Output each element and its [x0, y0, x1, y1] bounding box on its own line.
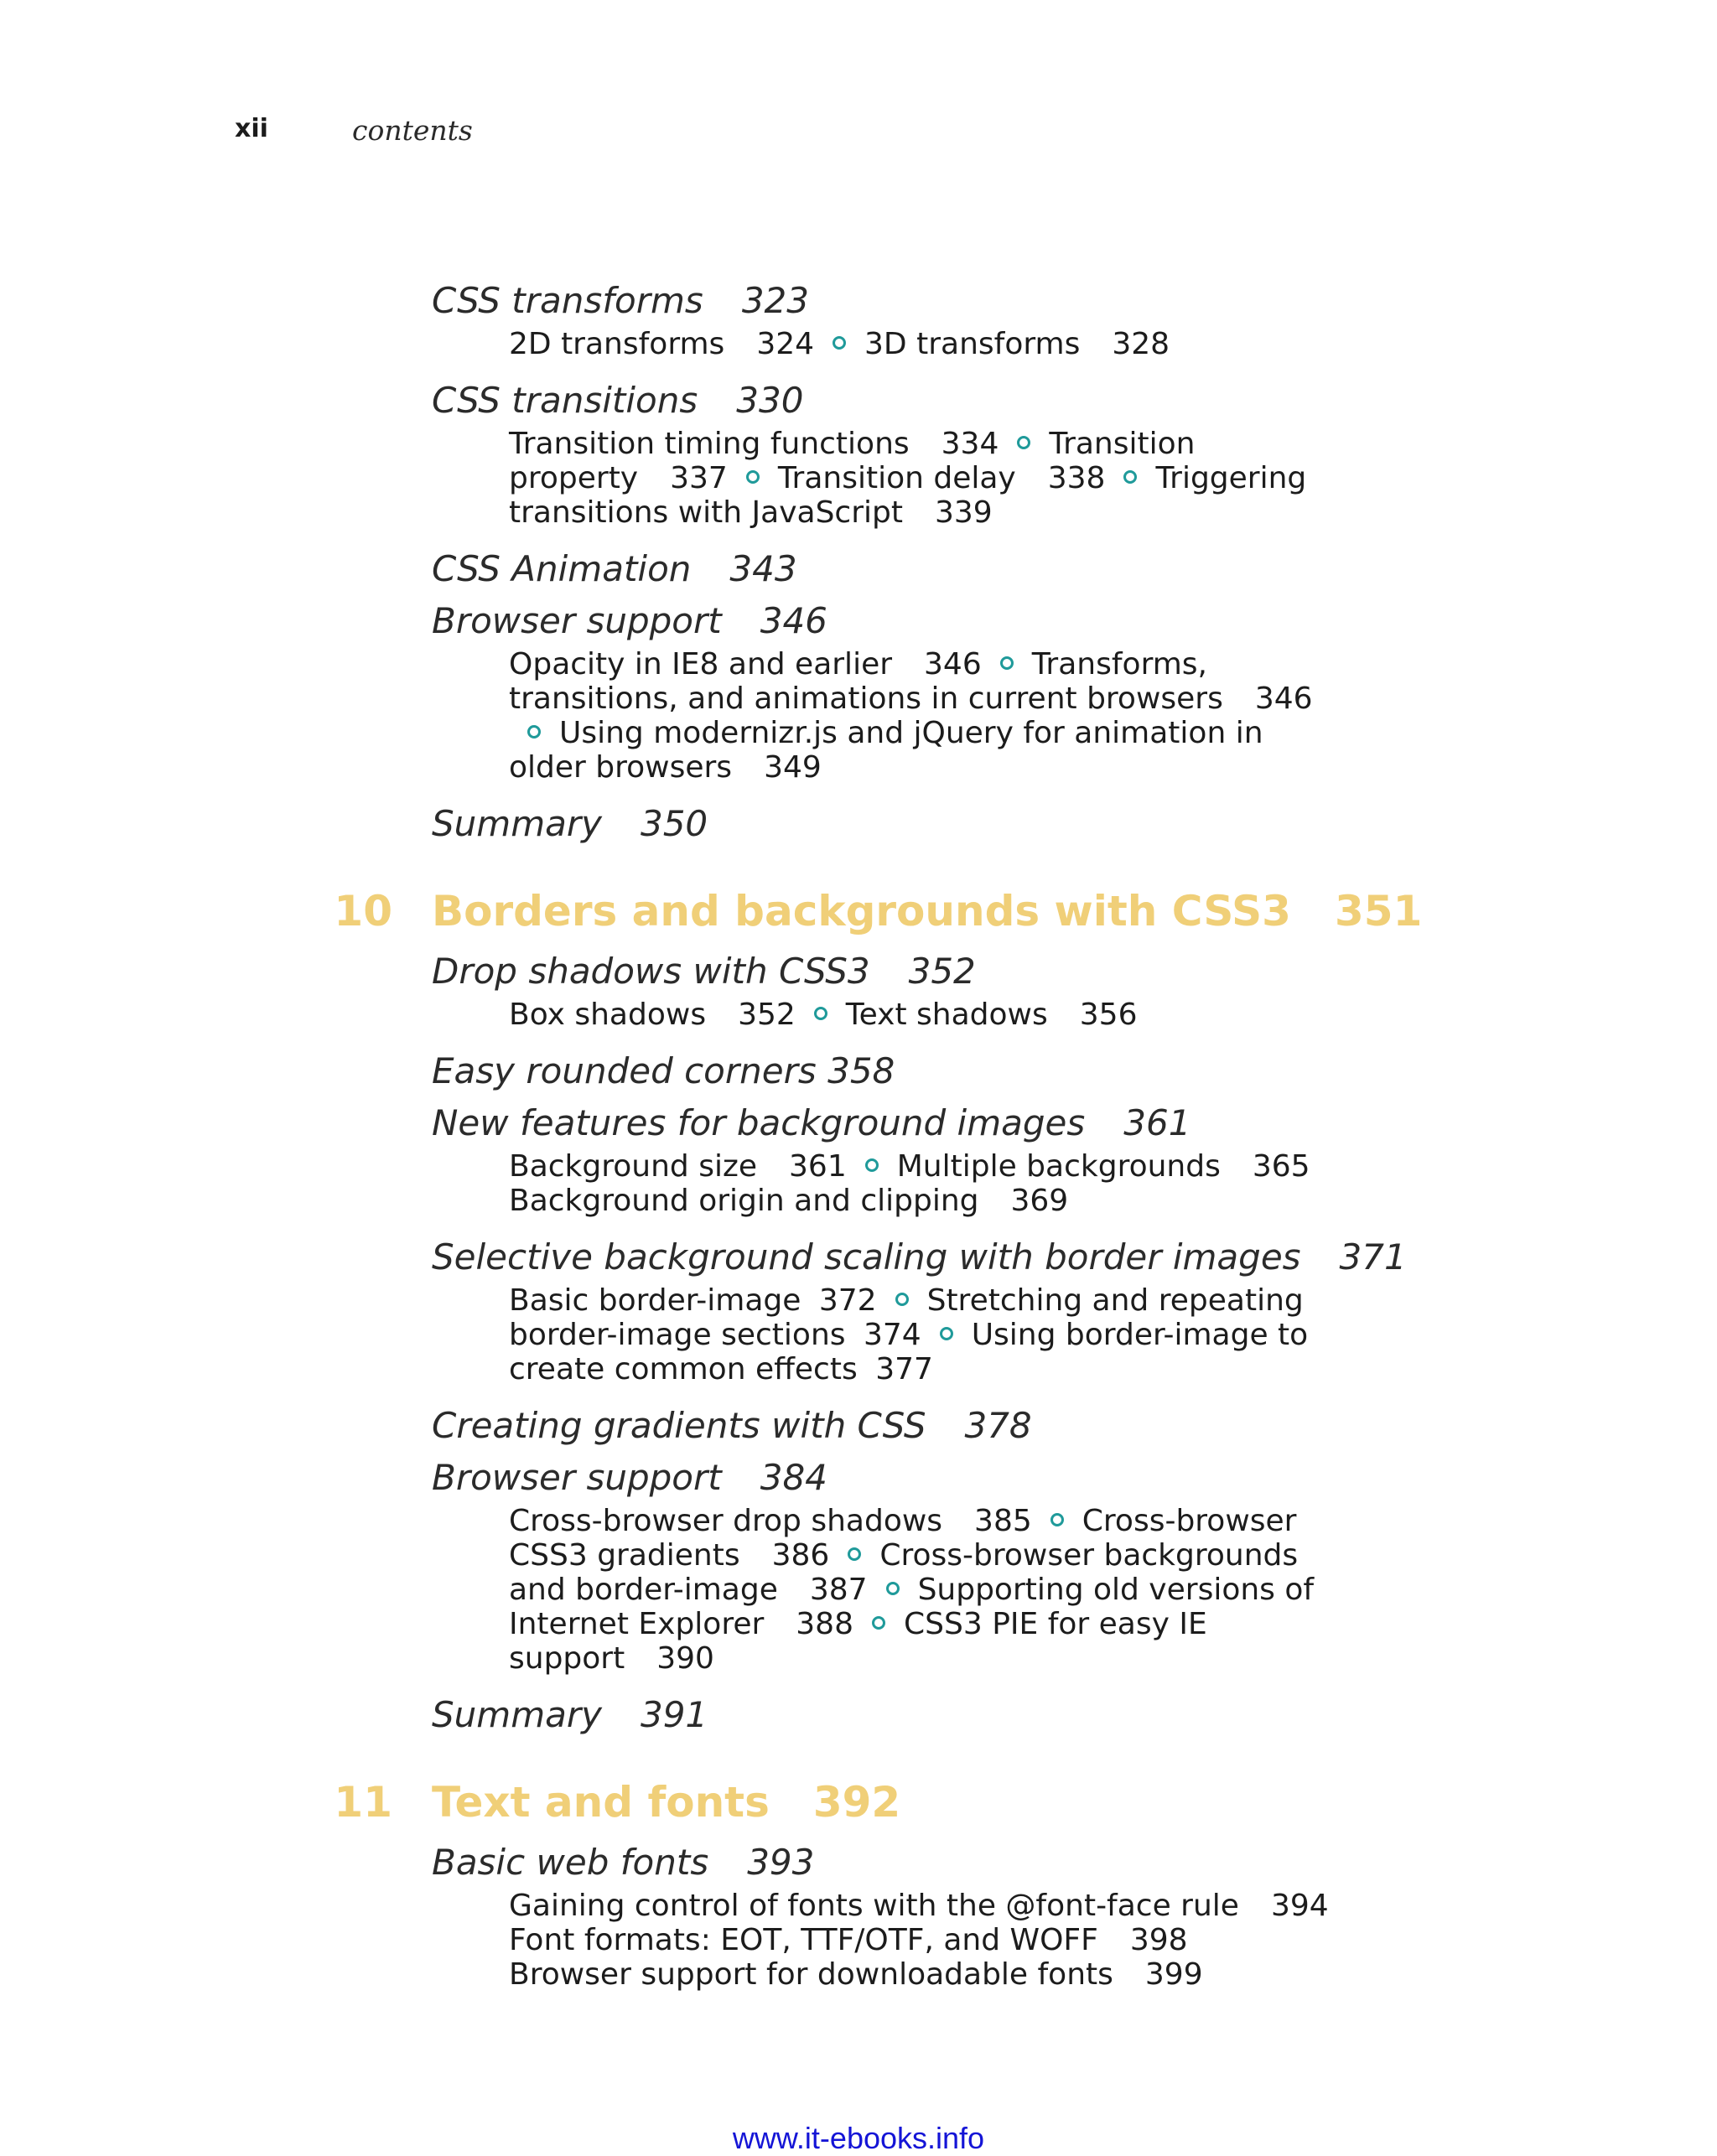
subsection-entry[interactable]: Background origin and clipping 369 [509, 1184, 1069, 1218]
section-title[interactable]: Creating gradients with CSS 378 [432, 1405, 1032, 1446]
toc-section [432, 545, 1717, 593]
subsection-entry[interactable]: Stretching and repeating border-image sections 374 [509, 1283, 1304, 1352]
subsection-entry[interactable]: Multiple backgrounds 365 [896, 1149, 1310, 1184]
subsection-list [509, 1889, 1347, 1992]
running-head: contents [352, 114, 473, 147]
bullet-icon [886, 1582, 900, 1595]
section-title[interactable]: New features for background images 361 [432, 1102, 1191, 1143]
page-header [0, 114, 1717, 148]
section-title[interactable]: Summary 391 [432, 1694, 708, 1735]
subsection-entry[interactable]: Text shadows 356 [845, 998, 1138, 1032]
subsection-entry[interactable]: Gaining control of fonts with the @font-face rule 394 [509, 1889, 1329, 1923]
bullet-icon [746, 470, 760, 484]
subsection-entry[interactable]: Opacity in IE8 and earlier 346 [509, 647, 982, 682]
toc-section [432, 1691, 1717, 1739]
toc-section [432, 1402, 1717, 1450]
toc-section [432, 1099, 1717, 1218]
chapter-title: Text and fonts 392 [432, 1778, 901, 1827]
subsection-entry[interactable]: 3D transforms 328 [864, 327, 1170, 361]
subsection-entry[interactable]: Using modernizr.js and jQuery for animation in older browsers 349 [509, 716, 1263, 785]
subsection-entry[interactable]: Transition property 337 [509, 427, 1196, 495]
subsection-entry[interactable]: Box shadows 352 [509, 998, 796, 1032]
subsection-entry[interactable]: Font formats: EOT, TTF/OTF, and WOFF 398 [509, 1923, 1188, 1957]
chapter-number: 10 [334, 887, 392, 935]
subsection-entry[interactable]: CSS3 PIE for easy IE support 390 [509, 1607, 1207, 1676]
subsection-entry[interactable]: Cross-browser drop shadows 385 [509, 1504, 1032, 1538]
bullet-icon [940, 1327, 953, 1340]
chapter-number: 11 [334, 1778, 392, 1827]
bullet-icon [527, 725, 541, 739]
subsection-list [509, 1283, 1347, 1386]
subsection-list [509, 998, 1347, 1032]
bullet-icon [1123, 470, 1137, 484]
toc-section [432, 1838, 1717, 1992]
subsection-list [509, 1149, 1347, 1218]
section-title[interactable]: CSS Animation 343 [432, 548, 797, 589]
page-footer [0, 2121, 1717, 2156]
subsection-list [509, 327, 1347, 361]
subsection-entry[interactable]: Cross-browser backgrounds and border-image 387 [509, 1538, 1299, 1607]
page-folio: xii [235, 114, 268, 143]
section-title[interactable]: Drop shadows with CSS3 352 [432, 951, 976, 992]
toc-section [432, 376, 1717, 530]
section-title[interactable]: Browser support 346 [432, 600, 827, 641]
subsection-entry[interactable]: 2D transforms 324 [509, 327, 815, 361]
section-title[interactable]: Browser support 384 [432, 1457, 827, 1498]
toc-section [432, 277, 1717, 361]
bullet-icon [1000, 656, 1014, 670]
subsection-entry[interactable]: Background size 361 [509, 1149, 847, 1184]
toc-section [432, 1233, 1717, 1386]
toc-section [432, 1454, 1717, 1676]
table-of-contents [0, 277, 1717, 1992]
bullet-icon [848, 1547, 861, 1561]
toc-section [432, 1047, 1717, 1096]
section-title[interactable]: CSS transitions 330 [432, 380, 804, 421]
section-title[interactable]: Summary 350 [432, 803, 708, 844]
subsection-entry[interactable]: Basic border-image 372 [509, 1283, 877, 1318]
section-title[interactable]: Basic web fonts 393 [432, 1842, 815, 1883]
bullet-icon [814, 1007, 827, 1020]
bullet-icon [865, 1158, 879, 1172]
chapter-heading[interactable] [0, 878, 1717, 944]
bullet-icon [1017, 436, 1030, 449]
bullet-icon [872, 1616, 885, 1630]
subsection-entry[interactable]: Transition delay 338 [777, 461, 1106, 495]
section-title[interactable]: Selective background scaling with border images 371 [432, 1236, 1407, 1278]
subsection-entry[interactable]: Transition timing functions 334 [509, 427, 999, 461]
chapter-heading[interactable] [0, 1770, 1717, 1835]
toc-section [432, 947, 1717, 1032]
bullet-icon [1050, 1513, 1064, 1526]
subsection-entry[interactable]: Using border-image to create common effects 377 [509, 1318, 1309, 1386]
section-title[interactable]: Easy rounded corners 358 [432, 1050, 895, 1091]
subsection-entry[interactable]: Browser support for downloadable fonts 399 [509, 1957, 1203, 1992]
bullet-icon [833, 336, 846, 350]
subsection-entry[interactable]: Cross-browser CSS3 gradients 386 [509, 1504, 1297, 1573]
subsection-list [509, 427, 1347, 530]
website-link[interactable]: www.it-ebooks.info [732, 2121, 985, 2155]
section-title[interactable]: CSS transforms 323 [432, 280, 809, 321]
subsection-list [509, 647, 1347, 785]
chapter-title: Borders and backgrounds with CSS3 351 [432, 887, 1423, 935]
bullet-icon [895, 1293, 909, 1306]
subsection-entry[interactable]: Triggering transitions with JavaScript 339 [509, 461, 1307, 530]
subsection-list [509, 1504, 1347, 1676]
toc-section [432, 597, 1717, 785]
subsection-entry[interactable]: Supporting old versions of Internet Explorer 388 [509, 1573, 1315, 1641]
toc-section [432, 800, 1717, 848]
subsection-entry[interactable]: Transforms, transitions, and animations in current browsers 346 [509, 647, 1313, 716]
